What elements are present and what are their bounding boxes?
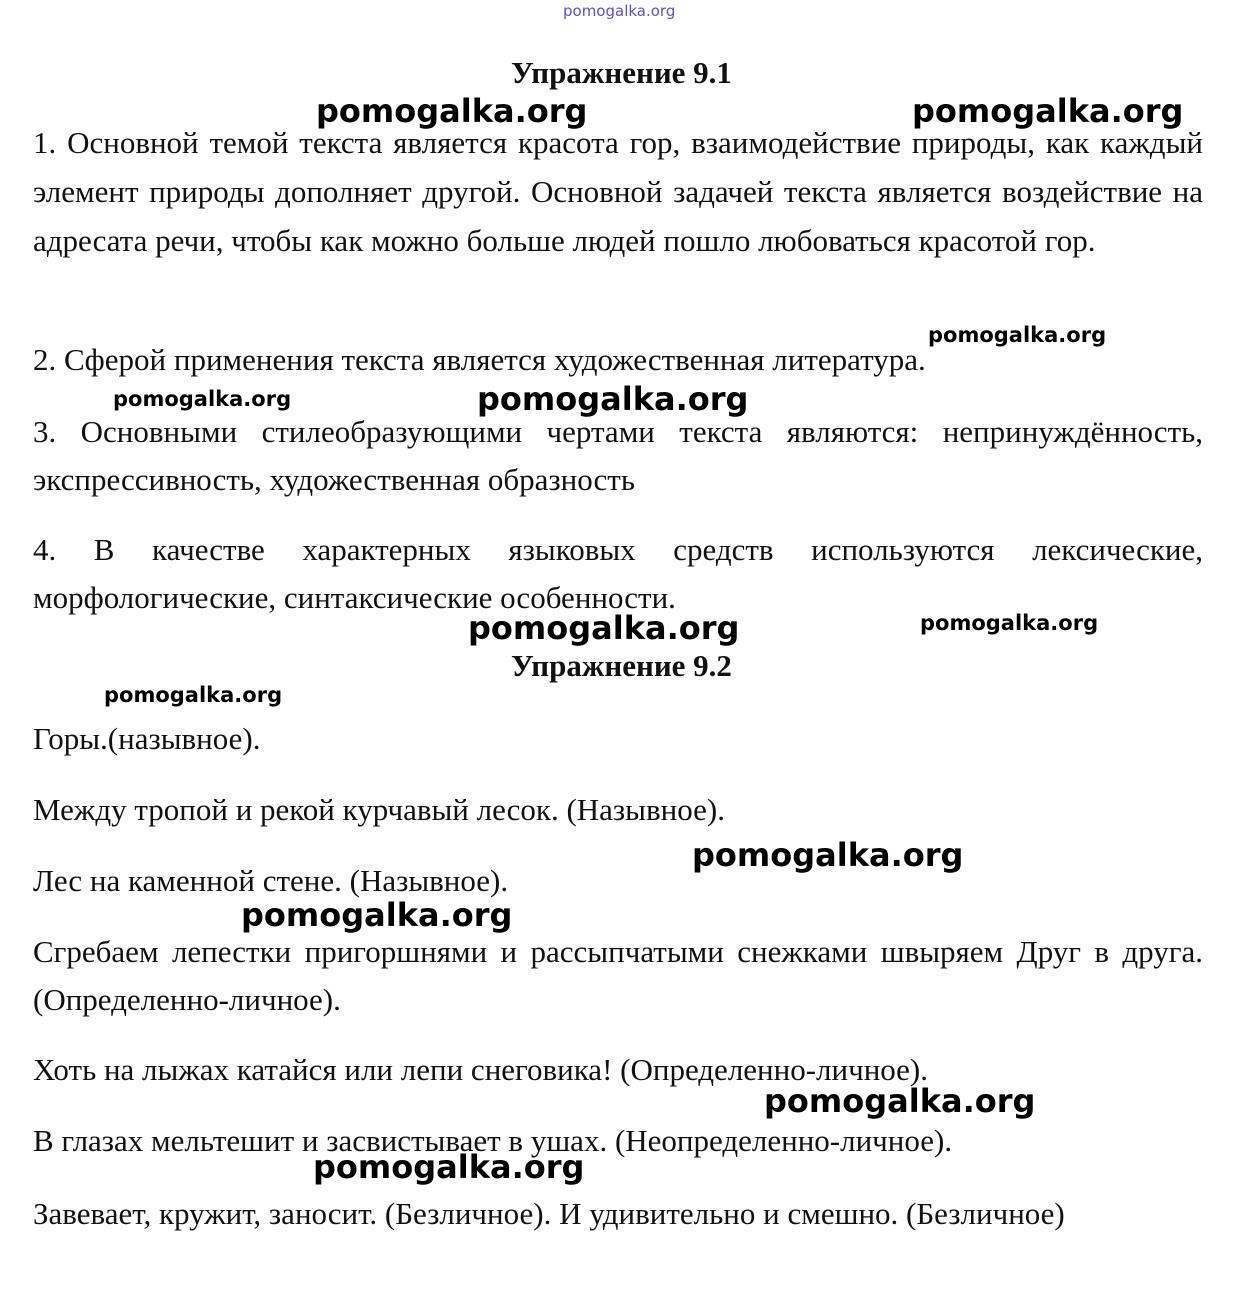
exercise1-item-1: 1. Основной темой текста является красота гор, взаимодействие природы, как каждый элемент природы дополняет другой. Основной задачей текста является воздействие на адресата речи, чтобы как можно больше людей пошло любоваться красотой гор. (33, 125, 1203, 258)
site-watermark-top: pomogalka.org (563, 2, 676, 20)
site-watermark: pomogalka.org (692, 836, 964, 874)
site-watermark: pomogalka.org (912, 92, 1184, 130)
exercise2-sentence-6: В глазах мельтешит и засвистывает в ушах. (Неопределенно-личное). (33, 1123, 953, 1158)
site-watermark: pomogalka.org (928, 323, 1107, 347)
exercise2-sentence-1: Горы.(назывное). (33, 721, 261, 756)
exercise2-sentence-3: Лес на каменной стене. (Назывное). (33, 863, 509, 898)
site-watermark: pomogalka.org (313, 1148, 585, 1186)
exercise2-sentence-4: Сгребаем лепестки пригоршнями и рассыпчатыми снежками швыряем Друг в друга. (Определенно-личное). (33, 934, 1203, 1017)
exercise-title-9-1: Упражнение 9.1 (511, 55, 732, 90)
site-watermark: pomogalka.org (764, 1082, 1036, 1120)
exercise-title-9-2: Упражнение 9.2 (511, 648, 732, 683)
site-watermark: pomogalka.org (316, 92, 588, 130)
exercise2-sentence-7: Завевает, кружит, заносит. (Безличное). И удивительно и смешно. (Безличное) (33, 1196, 1065, 1231)
site-watermark: pomogalka.org (920, 611, 1099, 635)
site-watermark: pomogalka.org (104, 683, 283, 707)
site-watermark: pomogalka.org (113, 387, 292, 411)
site-watermark: pomogalka.org (468, 609, 740, 647)
exercise2-sentence-2: Между тропой и рекой курчавый лесок. (Назывное). (33, 792, 725, 827)
site-watermark: pomogalka.org (477, 380, 749, 418)
exercise1-item-4: 4. В качестве характерных языковых средств используются лексические, морфологические, синтаксические особенности. (33, 532, 1203, 615)
site-watermark: pomogalka.org (241, 896, 513, 934)
exercise2-sentence-5: Хоть на лыжах катайся или лепи снеговика! (Определенно-личное). (33, 1052, 929, 1087)
exercise1-item-3: 3. Основными стилеобразующими чертами текста являются: непринуждённость, экспрессивность, художественная образность (33, 414, 1203, 497)
exercise1-item-2: 2. Сферой применения текста является художественная литература. (33, 342, 926, 377)
